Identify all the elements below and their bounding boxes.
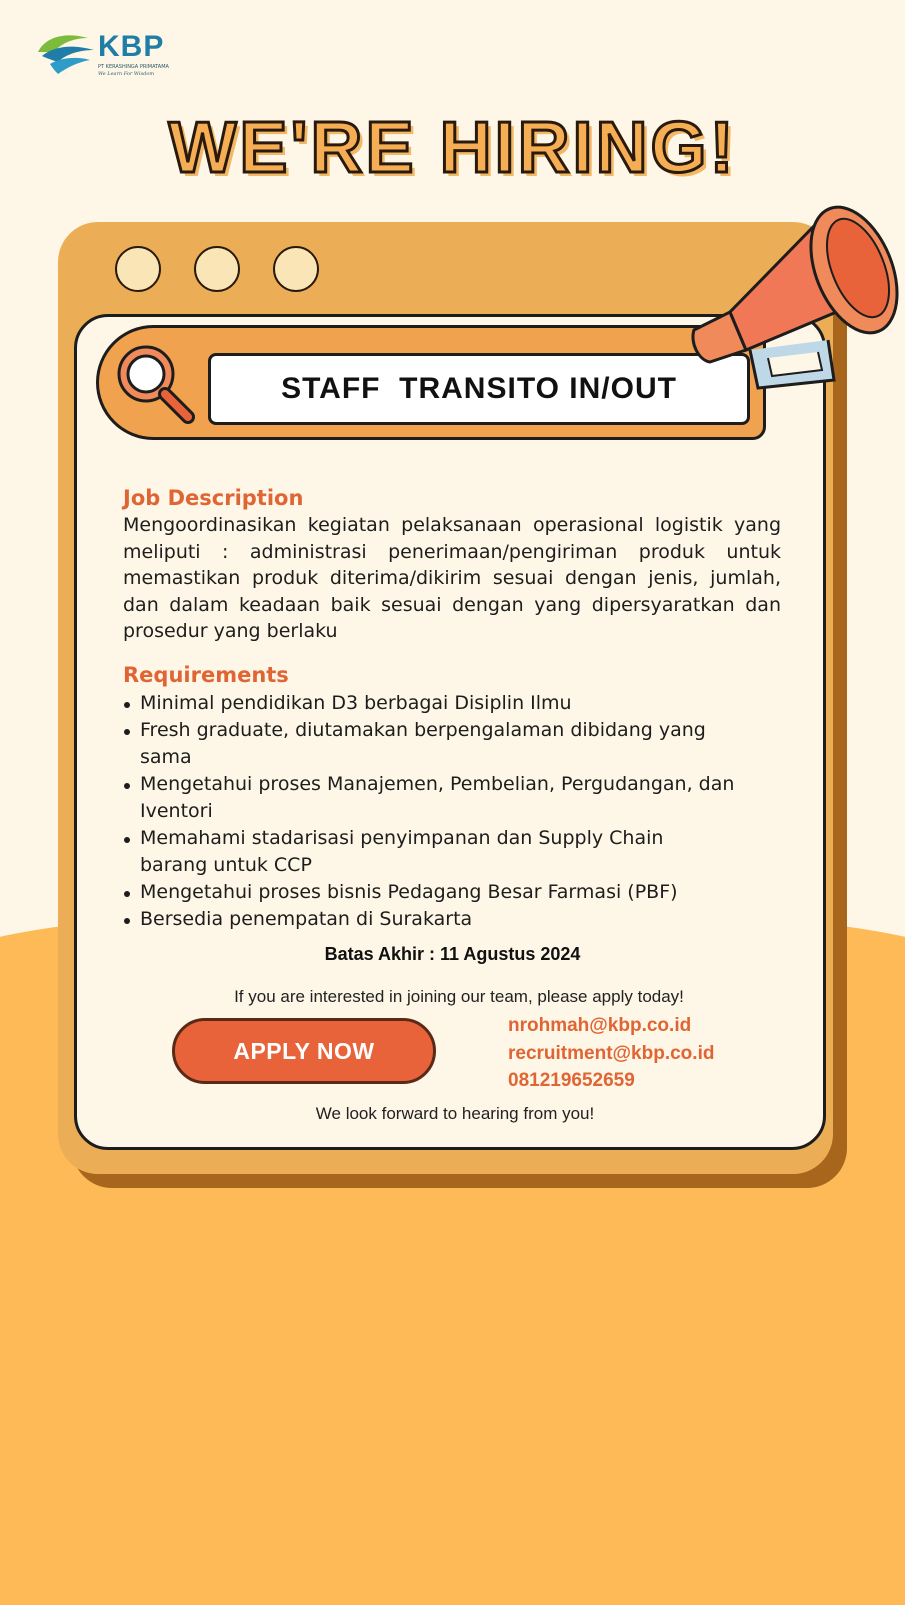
contact-email-nrohmah[interactable]: nrohmah@kbp.co.id (508, 1015, 692, 1036)
requirement-item: Mengetahui proses Manajemen, Pembelian, Pergudangan, dan Iventori (123, 771, 781, 825)
window-dot-2 (194, 246, 240, 292)
logo-tagline: We Learn For Wisdom (98, 71, 155, 77)
apply-now-label: APPLY NOW (233, 1037, 375, 1064)
requirement-item: Memahami stadarisasi penyimpanan dan Supply Chain barang untuk CCP (123, 825, 781, 879)
requirement-item: Minimal pendidikan D3 berbagai Disiplin Ilmu (123, 690, 781, 717)
contact-list (508, 1012, 714, 1095)
job-content (123, 484, 781, 933)
requirement-item: Fresh graduate, diutamakan berpengalaman dibidang yang sama (123, 717, 781, 771)
contact-phone[interactable]: 081219652659 (508, 1070, 635, 1091)
headline: WE'RE HIRING! (168, 108, 737, 188)
closing-text: We look forward to hearing from you! (315, 1104, 595, 1123)
job-title-box (208, 353, 750, 425)
contact-email-recruitment[interactable]: recruitment@kbp.co.id (508, 1042, 715, 1064)
job-description-text: Mengoordinasikan kegiatan pelaksanaan operasional logistik yang meliputi : administrasi penerimaan/pengiriman produk untuk memastikan produk diterima/dikirim sesuai dengan jenis, jumlah, dan dalam keadaan baik sesuai dengan yang dipersyaratkan dan prosedur yang berlaku (123, 514, 781, 642)
application-deadline: Batas Akhir : 11 Agustus 2024 (324, 944, 581, 964)
job-title: STAFF TRANSITO IN/OUT (281, 372, 677, 405)
window-dot-3 (273, 246, 319, 292)
company-logo (36, 30, 176, 82)
requirement-item: Mengetahui proses bisnis Pedagang Besar Farmasi (PBF) (123, 879, 781, 906)
requirements-heading: Requirements (123, 662, 289, 687)
logo-company-name: PT KERASHINGA PRIMATAMA (98, 64, 169, 70)
invite-text: If you are interested in joining our team, please apply today! (234, 987, 684, 1006)
logo-wordmark: KBP (98, 30, 165, 63)
requirements-list (123, 690, 781, 933)
apply-now-button[interactable] (172, 1018, 436, 1084)
search-icon (108, 338, 198, 428)
requirement-item: Bersedia penempatan di Surakarta (123, 906, 781, 933)
job-description-heading: Job Description (123, 486, 304, 510)
megaphone-icon (686, 200, 905, 396)
window-dot-1 (115, 246, 161, 292)
logo-mark-icon (36, 30, 96, 76)
